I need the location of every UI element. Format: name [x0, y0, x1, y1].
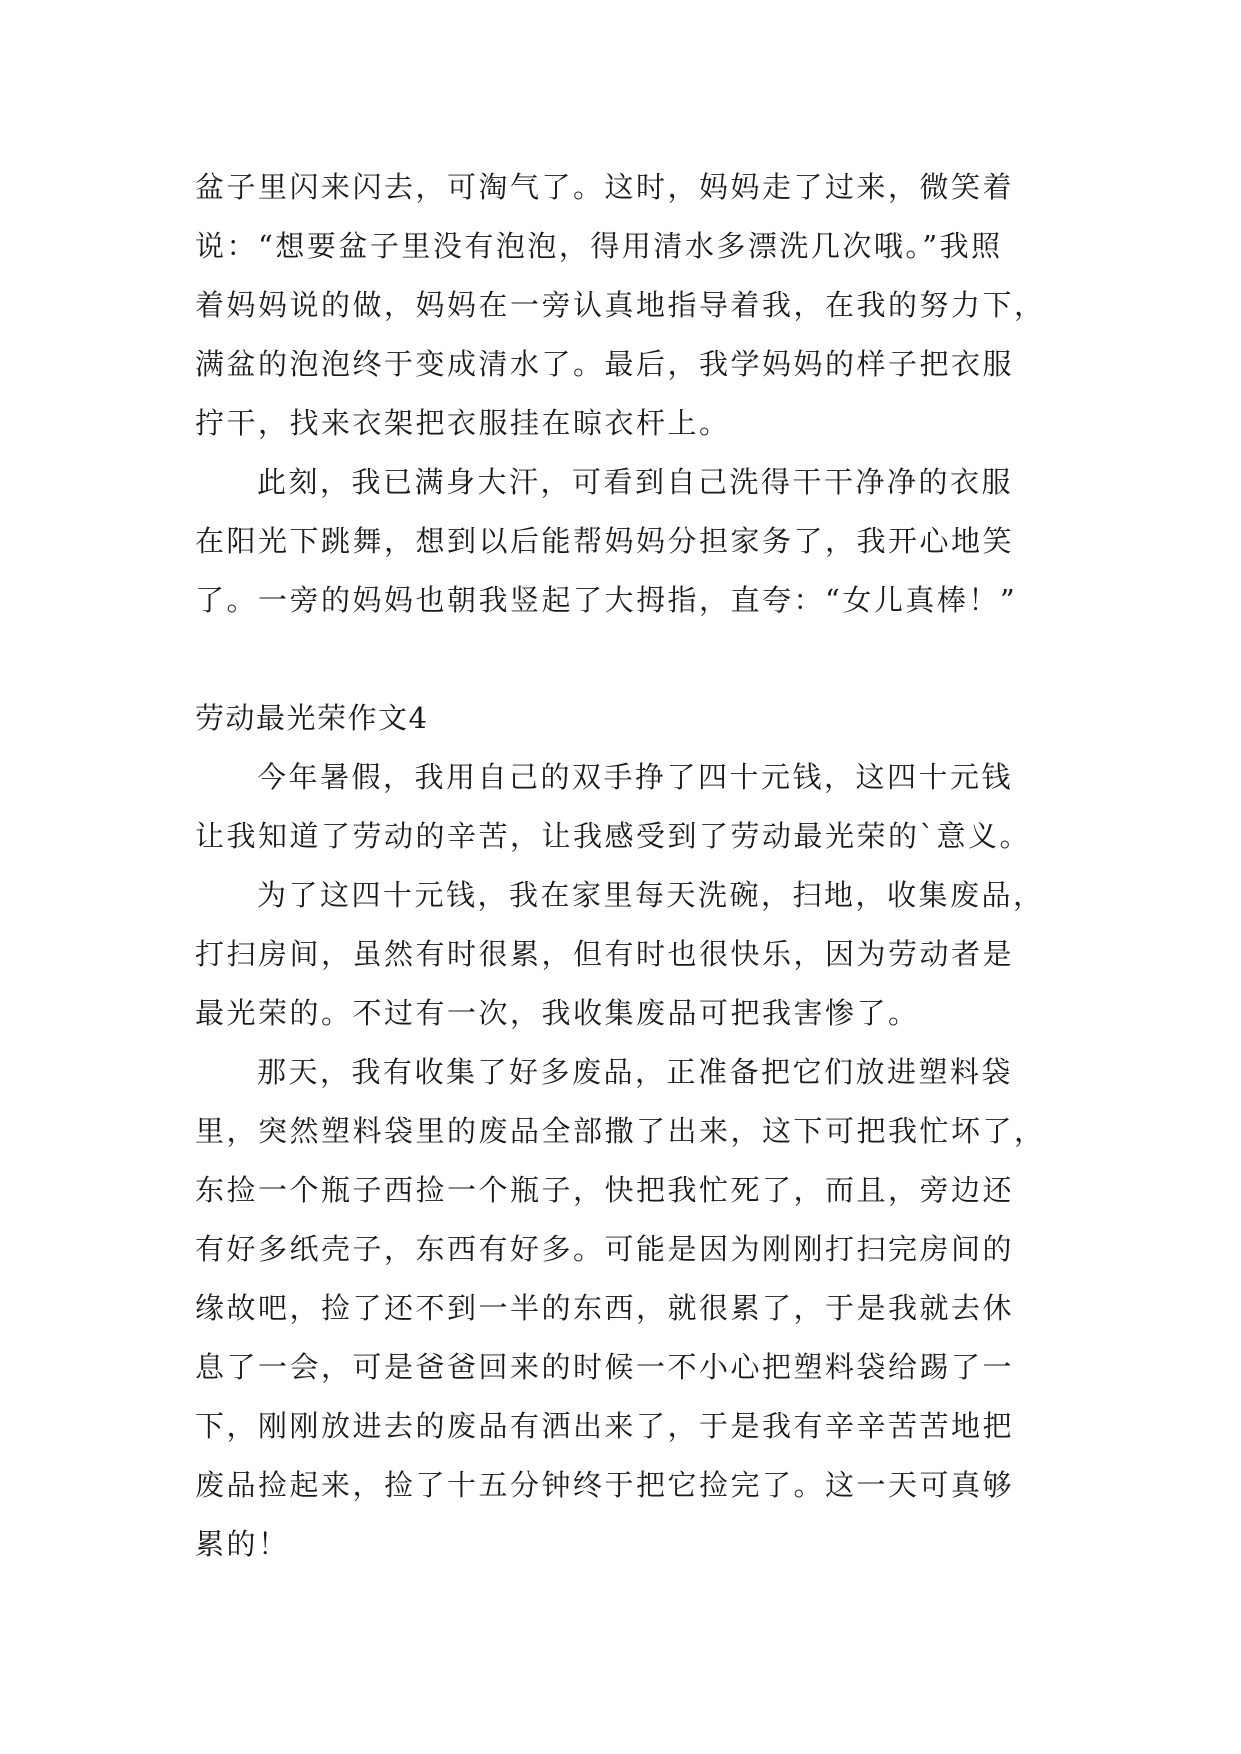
- text-line: 息了一会，可是爸爸回来的时候一不小心把塑料袋给踢了一: [195, 1350, 1015, 1384]
- text-line: 缘故吧，捡了还不到一半的东西，就很累了，于是我就去休: [195, 1291, 1015, 1325]
- paragraph-start-line: 今年暑假，我用自己的双手挣了四十元钱，这四十元钱: [257, 760, 1014, 794]
- text-line: 东捡一个瓶子西捡一个瓶子，快把我忙死了，而且，旁边还: [195, 1173, 1015, 1207]
- text-line: 里，突然塑料袋里的废品全部撒了出来，这下可把我忙坏了，: [195, 1114, 1046, 1148]
- text-line: 让我知道了劳动的辛苦，让我感受到了劳动最光荣的`意义。: [195, 819, 1032, 853]
- paragraph-start-line: 为了这四十元钱，我在家里每天洗碗，扫地，收集废品，: [257, 878, 1045, 912]
- text-line: 拧干，找来衣架把衣服挂在晾衣杆上。: [195, 406, 731, 440]
- text-line: 累的！: [195, 1527, 290, 1561]
- text-line: 下，刚刚放进去的废品有洒出来了，于是我有辛辛苦苦地把: [195, 1409, 1015, 1443]
- text-line: 满盆的泡泡终于变成清水了。最后，我学妈妈的样子把衣服: [195, 347, 1015, 381]
- text-line: 在阳光下跳舞，想到以后能帮妈妈分担家务了，我开心地笑: [195, 524, 1015, 558]
- text-line: 有好多纸壳子，东西有好多。可能是因为刚刚打扫完房间的: [195, 1232, 1015, 1266]
- essay-3-ending: [195, 158, 1055, 630]
- text-line: 说：“想要盆子里没有泡泡，得用清水多漂洗几次哦。”我照: [195, 229, 1003, 263]
- text-line: 盆子里闪来闪去，可淘气了。这时，妈妈走了过来，微笑着: [195, 170, 1015, 204]
- text-line: 着妈妈说的做，妈妈在一旁认真地指导着我，在我的努力下，: [195, 288, 1046, 322]
- essay-4: [195, 689, 1055, 1574]
- paragraph-start-line: 那天，我有收集了好多废品，正准备把它们放进塑料袋: [257, 1055, 1014, 1089]
- text-line: 打扫房间，虽然有时很累，但有时也很快乐，因为劳动者是: [195, 937, 1015, 971]
- text-line: 废品捡起来，捡了十五分钟终于把它捡完了。这一天可真够: [195, 1468, 1015, 1502]
- paragraph-start-line: 此刻，我已满身大汗，可看到自己洗得干干净净的衣服: [257, 465, 1014, 499]
- text-line: 了。一旁的妈妈也朝我竖起了大拇指，直夸：“女儿真棒！”: [195, 583, 1018, 617]
- text-line: 最光荣的。不过有一次，我收集废品可把我害惨了。: [195, 996, 920, 1030]
- essay-title: 劳动最光荣作文4: [195, 701, 429, 735]
